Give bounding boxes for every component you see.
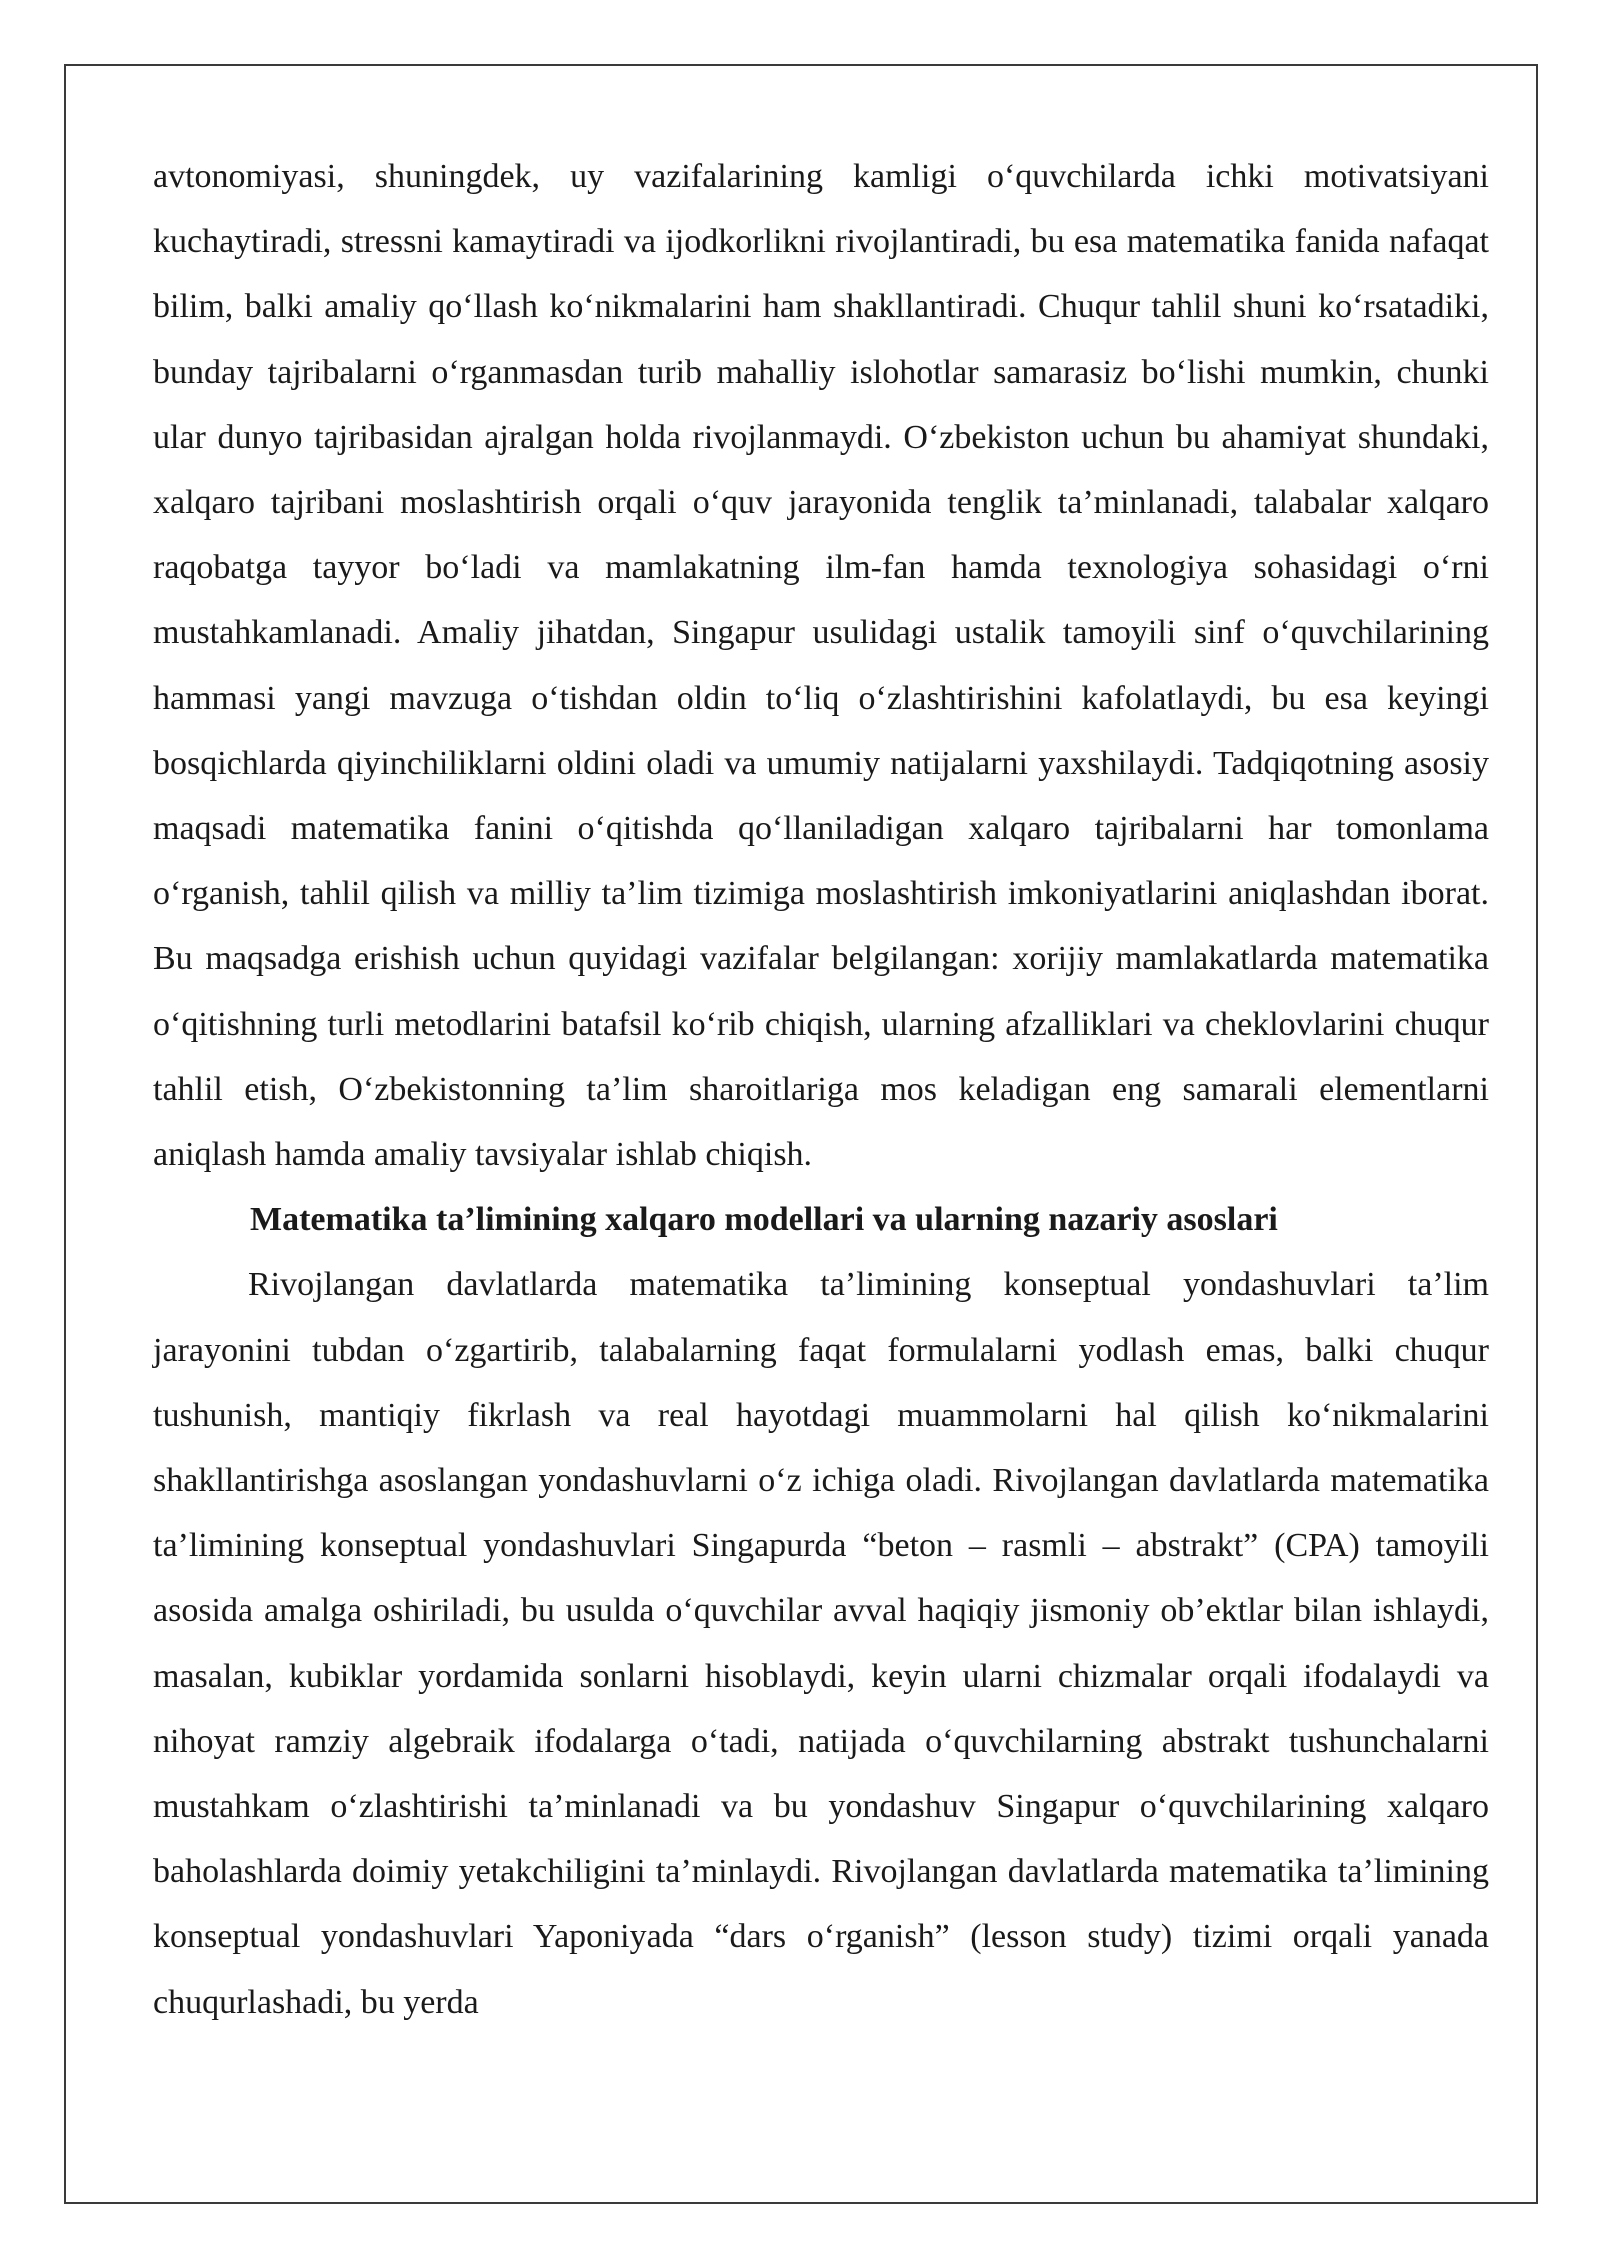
document-body — [153, 144, 1489, 2035]
body-paragraph: avtonomiyasi, shuningdek, uy vazifalarining kamligi o‘quvchilarda ichki motivatsiyani kuchaytiradi, stressni kamaytiradi va ijodkorlikni rivojlantiradi, bu esa matematika fanida nafaqat bilim, balki amaliy qo‘llash ko‘nikmalarini ham shakllantiradi. Chuqur tahlil shuni ko‘rsatadiki, bunday tajribalarni o‘rganmasdan turib mahalliy islohotlar samarasiz bo‘lishi mumkin, chunki ular dunyo tajribasidan ajralgan holda rivojlanmaydi. O‘zbekiston uchun bu ahamiyat shundaki, xalqaro tajribani moslashtirish orqali o‘quv jarayonida tenglik ta’minlanadi, talabalar xalqaro raqobatga tayyor bo‘ladi va mamlakatning ilm-fan hamda texnologiya sohasidagi o‘rni mustahkamlanadi. Amaliy jihatdan, Singapur usulidagi ustalik tamoyili sinf o‘quvchilarining hammasi yangi mavzuga o‘tishdan oldin to‘liq o‘zlashtirishini kafolatlaydi, bu esa keyingi bosqichlarda qiyinchiliklarni oldini oladi va umumiy natijalarni yaxshilaydi. Tadqiqotning asosiy maqsadi matematika fanini o‘qitishda qo‘llaniladigan xalqaro tajribalarni har tomonlama o‘rganish, tahlil qilish va milliy ta’lim tizimiga moslashtirish imkoniyatlarini aniqlashdan iborat. Bu maqsadga erishish uchun quyidagi vazifalar belgilangan: xorijiy mamlakatlarda matematika o‘qitishning turli metodlarini batafsil ko‘rib chiqish, ularning afzalliklari va cheklovlarini chuqur tahlil etish, O‘zbekistonning ta’lim sharoitlariga mos keladigan eng samarali elementlarni aniqlash hamda amaliy tavsiyalar ishlab chiqish. — [153, 158, 1489, 1174]
body-paragraph: Rivojlangan davlatlarda matematika ta’limining konseptual yondashuvlari ta’lim jarayonini tubdan o‘zgartirib, talabalarning faqat formulalarni yodlash emas, balki chuqur tushunish, mantiqiy fikrlash va real hayotdagi muammolarni hal qilish ko‘nikmalarini shakllantirishga asoslangan yondashuvlarni o‘z ichiga oladi. Rivojlangan davlatlarda matematika ta’limining konseptual yondashuvlari Singapurda “beton – rasmli – abstrakt” (CPA) tamoyili asosida amalga oshiriladi, bu usulda o‘quvchilar avval haqiqiy jismoniy ob’ektlar bilan ishlaydi, masalan, kubiklar yordamida sonlarni hisoblaydi, keyin ularni chizmalar orqali ifodalaydi va nihoyat ramziy algebraik ifodalarga o‘tadi, natijada o‘quvchilarning abstrakt tushunchalarni mustahkam o‘zlashtirishi ta’minlanadi va bu yondashuv Singapur o‘quvchilarining xalqaro baholashlarda doimiy yetakchiligini ta’minlaydi. Rivojlangan davlatlarda matematika ta’limining konseptual yondashuvlari Yaponiyada “dars o‘rganish” (lesson study) tizimi orqali yanada chuqurlashadi, bu yerda — [153, 1266, 1489, 2021]
section-heading: Matematika ta’limining xalqaro modellari va ularning nazariy asoslari — [250, 1201, 1278, 1239]
